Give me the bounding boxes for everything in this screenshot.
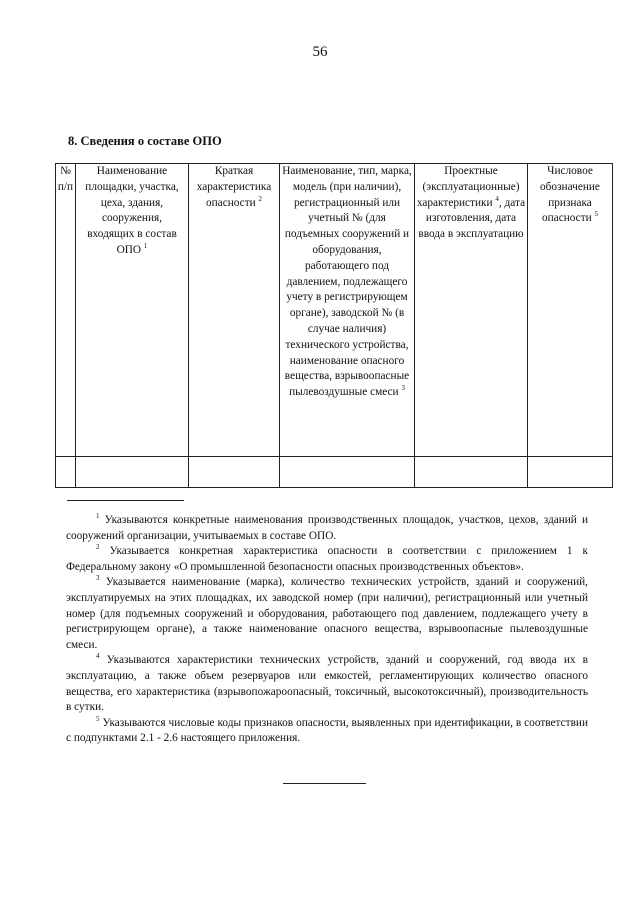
header-equipment-name: Наименование, тип, марка, модель (при наличии), регистрационный или учетный № (для подъемных сооружений и оборудования, работающего под давлением, подлежащего учету в регистрирующем органе), заводской № (в случае наличия) технического устройства, наименование опасного вещества, взрывоопасные пылевоздушные смеси $^3$ bbox=[280, 164, 415, 457]
end-separator bbox=[283, 783, 366, 784]
header-hazard-characteristic: Краткая характеристика опасности $^2$ bbox=[189, 164, 280, 457]
table-cell bbox=[76, 457, 189, 488]
footnotes bbox=[66, 513, 588, 747]
table-cell bbox=[189, 457, 280, 488]
table-cell bbox=[56, 457, 76, 488]
header-site-name: Наименование площадки, участка, цеха, здания, сооружения, входящих в состав ОПО $^1$ bbox=[76, 164, 189, 457]
footnote-separator bbox=[67, 500, 184, 501]
table-header-row bbox=[56, 164, 613, 457]
header-number: № п/п bbox=[56, 164, 76, 457]
footnote-3: $^3$ Указывается наименование (марка), количество технических устройств, зданий и сооружений, эксплуатируемых на этих площадках, их заводской номер (при наличии), регистрационный или учетный номер (для подъемных сооружений и оборудования, работающего под давлением, подлежащего учету в регистрирующем органе), а также наименование опасного вещества, взрывоопасные пылевоздушные смеси. bbox=[66, 574, 588, 651]
table-cell bbox=[280, 457, 415, 488]
header-design-characteristics: Проектные (эксплуатационные) характеристики $^4$, дата изготовления, дата ввода в эксплуатацию bbox=[415, 164, 528, 457]
header-hazard-code: Числовое обозначение признака опасности $^5$ bbox=[528, 164, 613, 457]
section-title: 8. Сведения о составе ОПО bbox=[68, 134, 222, 148]
opo-composition-table bbox=[55, 163, 613, 488]
footnote-2: $^2$ Указывается конкретная характеристика опасности в соответствии с приложением 1 к Федеральному закону «О промышленной безопасности опасных производственных объектов». bbox=[66, 543, 588, 573]
footnote-5: $^5$ Указываются числовые коды признаков опасности, выявленных при идентификации, в соответствии с подпунктами 2.1 - 2.6 настоящего приложения. bbox=[66, 714, 588, 745]
footnote-4: $^4$ Указываются характеристики технических устройств, зданий и сооружений, год ввода их в эксплуатацию, а также объем резервуаров или емкостей, регламентирующих количество опасного вещества, его характеристика (взрывопожароопасный, токсичный, высокотоксичный), производительность в сутки. bbox=[66, 652, 588, 714]
table-row bbox=[56, 457, 613, 488]
footnote-1: $^1$ Указываются конкретные наименования производственных площадок, участков, цехов, зданий и сооружений организации, учитываемых в составе ОПО. bbox=[66, 512, 588, 542]
page-number: 56 bbox=[312, 44, 328, 60]
table-cell bbox=[415, 457, 528, 488]
table-cell bbox=[528, 457, 613, 488]
